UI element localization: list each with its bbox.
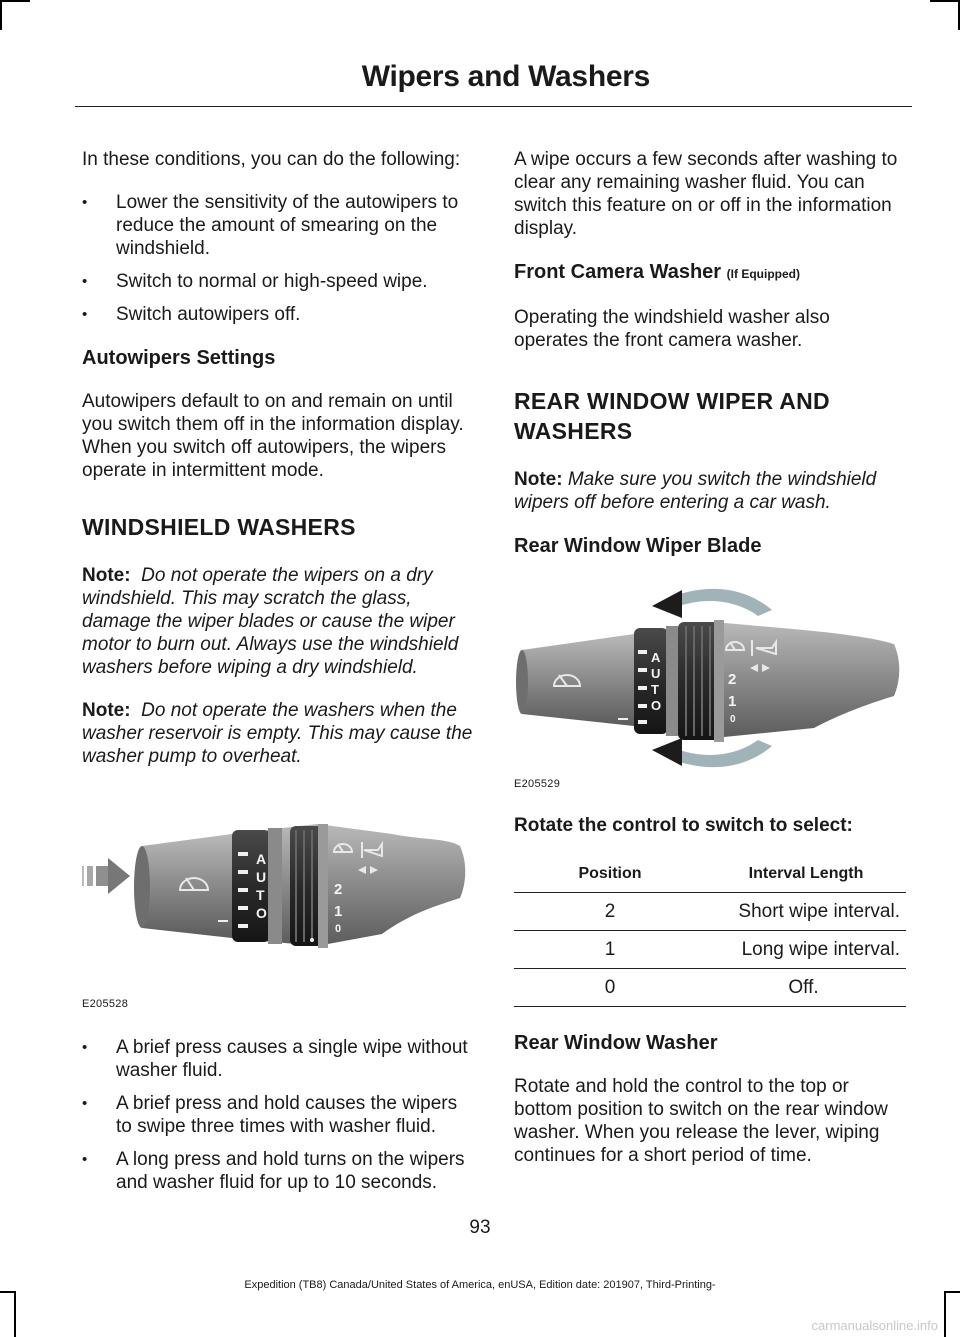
auto-letter: T	[256, 887, 265, 903]
position-label: 0	[730, 714, 736, 725]
crop-mark	[0, 1291, 16, 1293]
right-column	[514, 148, 906, 1187]
front-camera-washer-heading	[514, 260, 906, 286]
auto-letter: O	[256, 905, 267, 921]
note-text: Do not operate the wipers on a dry windshield. This may scratch the glass, damage the wiper blades or cause the wiper motor to burn out. Always use the windshield washers before wiping a dry windshield.	[82, 565, 459, 678]
position-label: 0	[335, 923, 342, 935]
crop-mark	[930, 0, 960, 2]
note-dry-windshield	[82, 564, 474, 679]
table-row	[514, 931, 906, 969]
rear-wiper-blade-heading: Rear Window Wiper Blade	[514, 535, 762, 557]
rotate-control-heading: Rotate the control to switch to select:	[514, 815, 853, 836]
table-cell-interval: Off.	[706, 969, 906, 1007]
note-text: Do not operate the washers when the washer reservoir is empty. This may cause the washer pump to overheat.	[82, 700, 473, 767]
rear-window-washer-paragraph: Rotate and hold the control to the top or bottom position to switch on the rear window washer. When you release the lever, wiping continues for a short period of time.	[514, 1076, 888, 1166]
note-label: Note:	[82, 700, 131, 721]
auto-letter: T	[651, 682, 659, 697]
table-row	[514, 893, 906, 931]
list-item: • A long press and hold turns on the wipers and washer fluid for up to 10 seconds.	[82, 1148, 474, 1194]
list-item: • Switch autowipers off.	[82, 303, 474, 326]
conditions-list	[82, 191, 474, 326]
table-header-position: Position	[514, 856, 706, 893]
list-item: • Switch to normal or high-speed wipe.	[82, 270, 474, 293]
rear-window-washer-heading: Rear Window Washer	[514, 1032, 718, 1054]
crop-mark	[0, 0, 30, 2]
washer-press-list	[82, 1036, 474, 1194]
heading-text: Front Camera Washer	[514, 261, 722, 283]
washer-lever-figure	[82, 794, 474, 1010]
rear-window-wiper-heading	[514, 386, 906, 446]
table-header-interval: Interval Length	[706, 856, 906, 893]
position-label: 2	[728, 671, 737, 688]
header-rule	[75, 106, 912, 107]
footer-edition: Expedition (TB8) Canada/United States of America, enUSA, Edition date: 201907, Third-Printing-	[244, 1279, 716, 1291]
crop-mark	[14, 1291, 16, 1337]
figure-code: E205528	[82, 998, 129, 1010]
position-label: 1	[334, 903, 343, 920]
page-title: Wipers and Washers	[361, 60, 650, 93]
list-item: • A brief press and hold causes the wipers to swipe three times with washer fluid.	[82, 1092, 474, 1138]
autowipers-settings-paragraph: Autowipers default to on and remain on until you switch them off in the information display. When you switch off autowipers, the wipers operate in intermittent mode.	[82, 391, 464, 481]
note-car-wash	[514, 468, 906, 514]
rear-wiper-lever-figure	[514, 578, 906, 790]
wipe-after-wash-paragraph: A wipe occurs a few seconds after washing to clear any remaining washer fluid. You can switch this feature on or off in the information display.	[514, 149, 898, 239]
list-item: • A brief press causes a single wipe without washer fluid.	[82, 1036, 474, 1082]
auto-letter: A	[256, 851, 267, 867]
front-camera-washer-paragraph: Operating the windshield washer also operates the front camera washer.	[514, 307, 830, 351]
table-cell-interval: Long wipe interval.	[706, 931, 906, 969]
note-empty-reservoir	[82, 699, 474, 768]
auto-letter: A	[651, 650, 661, 665]
page-number: 93	[469, 1217, 491, 1238]
lever-illustration	[514, 578, 906, 774]
auto-letter: U	[256, 869, 267, 885]
note-text: Make sure you switch the windshield wipers off before entering a car wash.	[514, 469, 877, 513]
table-cell-position: 0	[514, 969, 706, 1007]
auto-letter: U	[651, 666, 661, 681]
watermark: carmanualsonline.info	[811, 1318, 938, 1333]
position-label: 2	[334, 881, 343, 898]
autowipers-settings-heading: Autowipers Settings	[82, 347, 276, 369]
table-cell-position: 1	[514, 931, 706, 969]
crop-mark	[0, 0, 2, 30]
figure-code: E205529	[514, 778, 561, 790]
windshield-washers-heading: WINDSHIELD WASHERS	[82, 514, 356, 540]
list-item: • Lower the sensitivity of the autowipers to reduce the amount of smearing on the windshield.	[82, 191, 474, 260]
table-row	[514, 969, 906, 1007]
heading-qualifier: (If Equipped)	[726, 267, 800, 281]
position-label: 1	[728, 693, 737, 710]
heading-line: REAR WINDOW WIPER AND	[514, 388, 830, 414]
crop-mark	[944, 1291, 946, 1337]
auto-letter: O	[651, 698, 662, 713]
table-header-row	[514, 856, 906, 893]
note-label: Note:	[514, 469, 563, 490]
lever-illustration	[82, 794, 474, 994]
crop-mark	[944, 1291, 960, 1293]
interval-table	[514, 856, 906, 1007]
note-label: Note:	[82, 565, 131, 586]
intro-paragraph: In these conditions, you can do the following:	[82, 149, 461, 170]
heading-line: WASHERS	[514, 418, 633, 444]
left-column	[82, 148, 474, 1214]
table-cell-interval: Short wipe interval.	[706, 893, 906, 931]
table-cell-position: 2	[514, 893, 706, 931]
